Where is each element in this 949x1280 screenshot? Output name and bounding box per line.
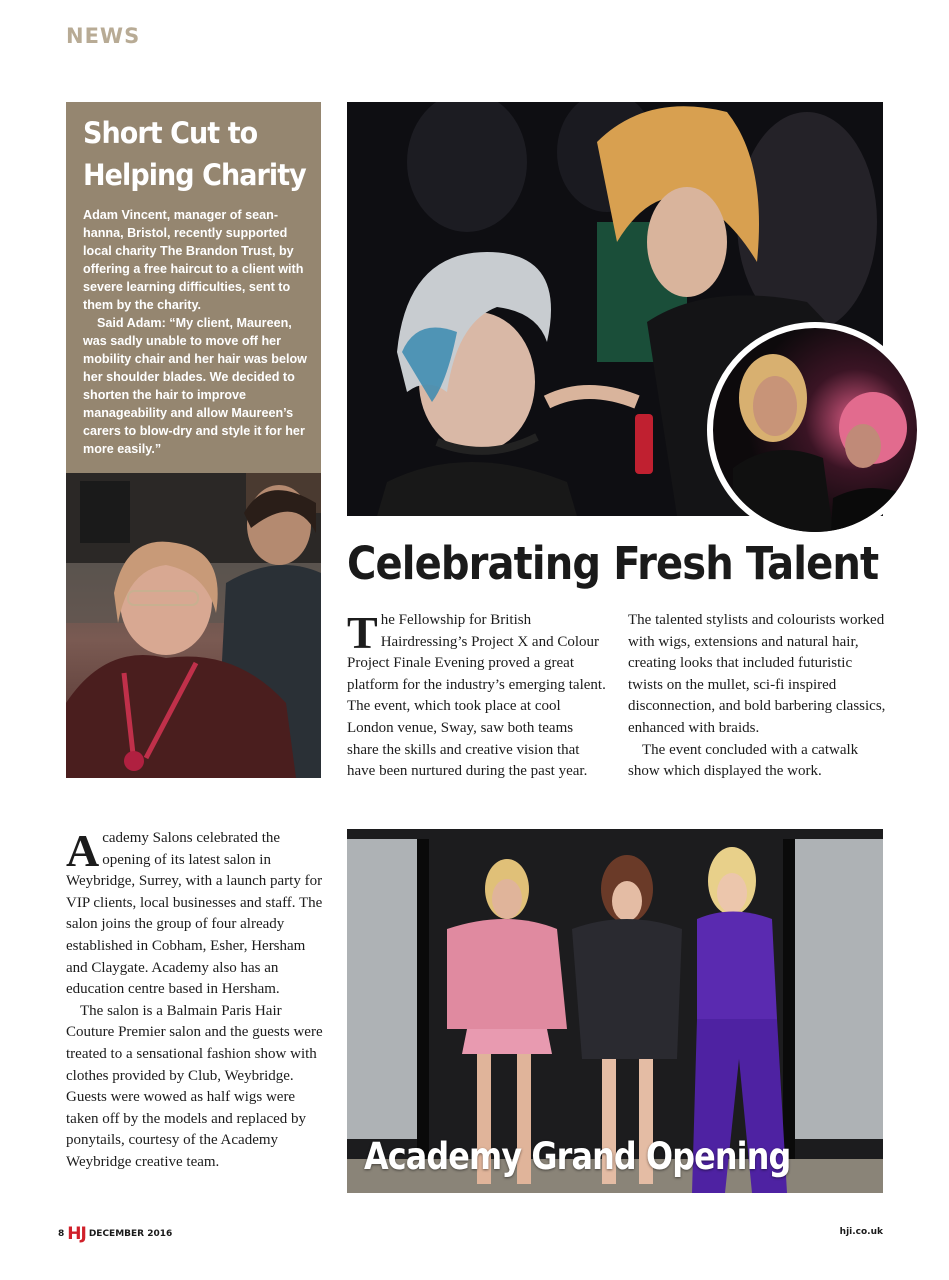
talent-headline: Celebrating Fresh Talent — [347, 537, 879, 590]
academy-paragraph: The salon is a Balmain Paris Hair Couture Premier salon and the guests were treated to a sensational fashion show with clothes provided by Club, Weybridge. Guests were wowed as half wigs were taken off by the models and replaced by ponytails, courtesy of the Academy Weybridge creative team. — [66, 1002, 323, 1170]
event-inset-photo — [707, 322, 923, 538]
charity-paragraph: Said Adam: “My client, Maureen, was sadly unable to move off her mobility chair and her hair was below her shoulder blades. We decided to shorten the hair to improve manageability and allow Maureen’s carers to blow-dry and style it for her more easily.” — [83, 316, 307, 456]
charity-paragraph: Adam Vincent, manager of sean-hanna, Bristol, recently supported local charity The Brandon Trust, by offering a free haircut to a client with severe learning difficulties, sent to them by the charity. — [83, 208, 304, 312]
talent-paragraph: The talented stylists and colourists worked with wigs, extensions and natural hair, creating looks that included futuristic twists on the mullet, sci-fi inspired disconnection, and bold barbering classics, enhanced with braids. — [628, 612, 886, 736]
academy-paragraph-text: cademy Salons celebrated the opening of its latest salon in Weybridge, Surrey, with a launch party for VIP clients, local businesses and staff. The salon joins the group of four already established in Cobham, Esher, Hersham and Claygate. Academy also has an education centre based in Hersham. — [66, 830, 323, 998]
charity-article — [66, 102, 321, 473]
charity-headline-line1: Short Cut to — [83, 116, 258, 150]
talent-column-2 — [628, 610, 888, 783]
talent-paragraph — [347, 607, 607, 783]
page-number: 8 — [58, 1229, 65, 1239]
magazine-logo: HJ — [67, 1224, 86, 1244]
charity-photo — [66, 473, 321, 778]
academy-caption: Academy Grand Opening — [364, 1135, 791, 1178]
talent-column-1 — [347, 607, 607, 783]
charity-body — [83, 206, 309, 458]
talent-paragraph: The event concluded with a catwalk show which displayed the work. — [628, 741, 859, 780]
event-inset-photo-art — [713, 328, 917, 532]
footer-url[interactable]: hji.co.uk — [839, 1227, 883, 1237]
academy-paragraph — [66, 825, 328, 1001]
academy-dropcap: A — [66, 825, 100, 876]
charity-headline — [83, 112, 325, 196]
academy-article — [66, 825, 328, 1174]
charity-headline-line2: Helping Charity — [83, 158, 306, 192]
charity-photo-art — [66, 473, 321, 778]
talent-dropcap: T — [347, 607, 378, 658]
section-label: NEWS — [66, 24, 141, 48]
issue-date: DECEMBER 2016 — [88, 1229, 173, 1239]
talent-paragraph-text: he Fellowship for British Hairdressing’s Project X and Colour Project Finale Evening proved a great platform for the industry’s emerging talent. The event, which took place at cool London venue, Sway, saw both teams share the skills and creative vision that have been nurtured during the past year. — [347, 612, 606, 780]
footer — [58, 1224, 172, 1244]
